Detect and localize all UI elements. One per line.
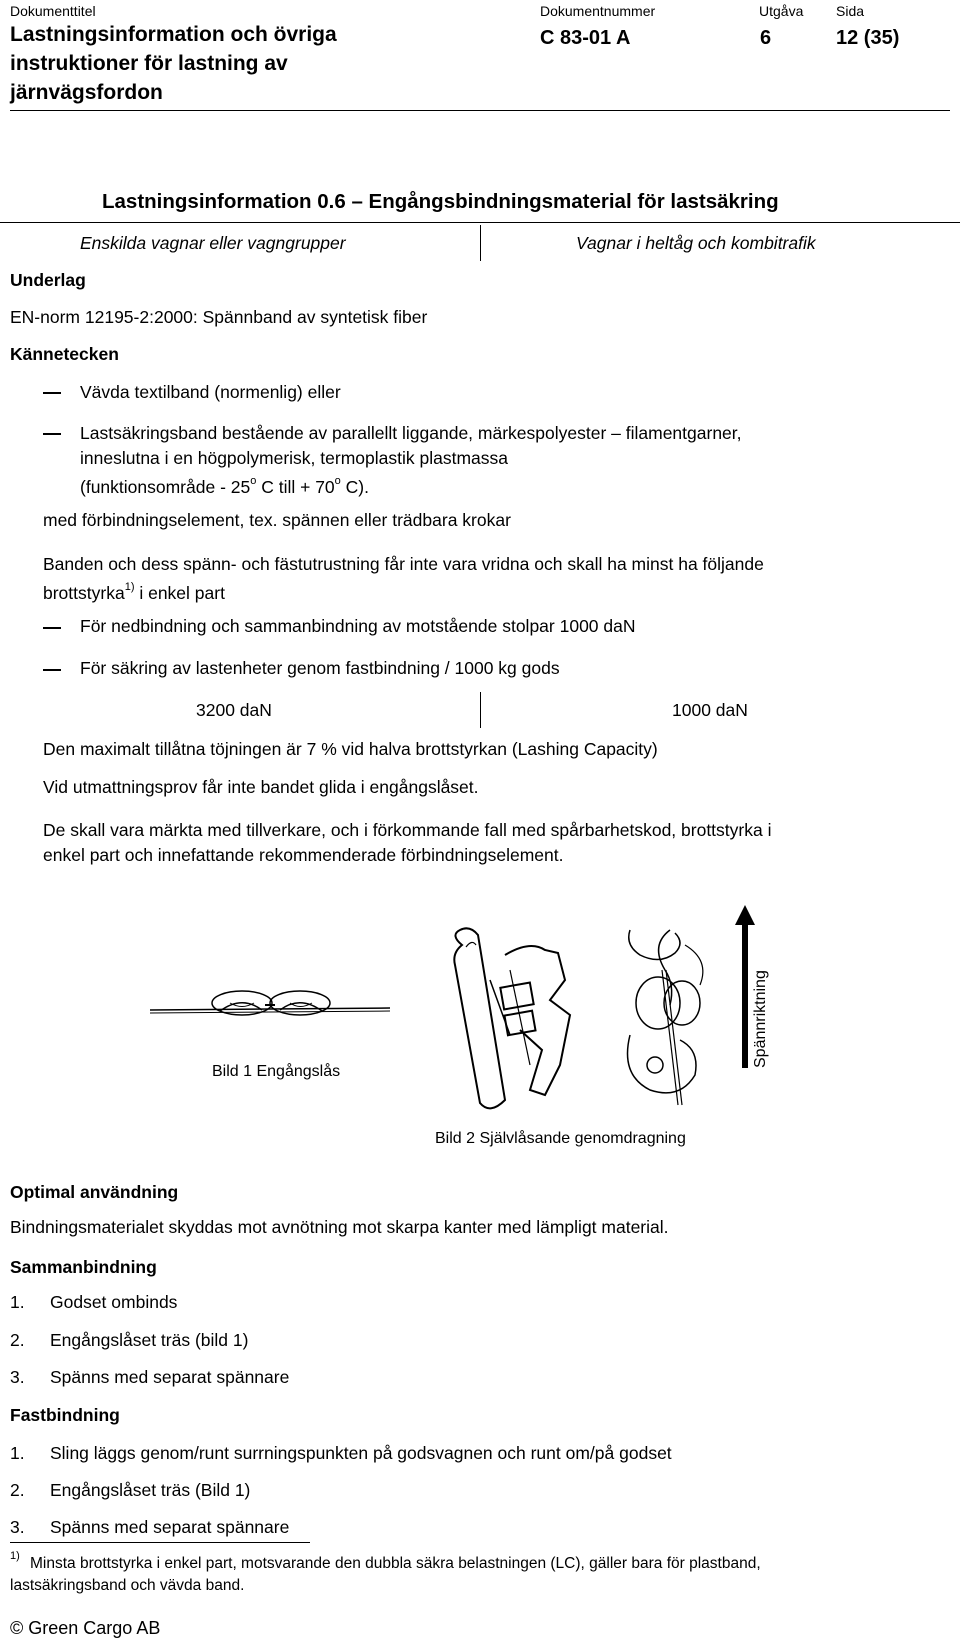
strength-text-b: i enkel part	[134, 582, 225, 603]
bild2-buckle-illustration	[450, 925, 580, 1115]
degree-sup: o	[334, 475, 341, 487]
edition-number: 6	[760, 27, 772, 49]
range-text-c: C).	[340, 476, 369, 497]
sammanbindning-heading: Sammanbindning	[10, 1257, 157, 1277]
sammanbindning-step-number: 2.	[10, 1330, 25, 1350]
column-header-left: Enskilda vagnar eller vagngrupper	[80, 233, 346, 253]
column-separator	[480, 225, 481, 261]
footnote-line1: Minsta brottstyrka i enkel part, motsvarande den dubbla säkra belastningen (LC), gäller bara för plastband,	[30, 1555, 761, 1572]
bullet-dash	[43, 669, 61, 671]
range-text-b: C till + 70	[256, 476, 335, 497]
value-separator	[480, 692, 481, 728]
section-title: Lastningsinformation 0.6 – Engångsbindningsmaterial för lastsäkring	[102, 190, 779, 213]
sammanbindning-step: Engångslåset träs (bild 1)	[50, 1330, 249, 1350]
strength-intro-line1: Banden och dess spänn- och fästutrustning får inte vara vridna och skall ha minst ha följande	[43, 554, 764, 574]
degree-sup: o	[250, 475, 257, 487]
paragraph-marking-line2: enkel part och innefattande rekommenderade förbindningselement.	[43, 845, 564, 865]
paragraph-fatigue: Vid utmattningsprov får inte bandet glida i engångslåset.	[43, 777, 479, 797]
kannetecken-item2-line3	[80, 471, 369, 500]
header-divider	[10, 110, 950, 111]
fastbindning-step-number: 1.	[10, 1443, 25, 1463]
bild1-illustration	[150, 975, 390, 1035]
kannetecken-item1: Vävda textilband (normenlig) eller	[80, 382, 341, 402]
sammanbindning-step-number: 3.	[10, 1367, 25, 1387]
doc-number-label: Dokumentnummer	[540, 3, 656, 19]
page-number: 12 (35)	[836, 27, 900, 49]
fastbindning-step: Engångslåset träs (Bild 1)	[50, 1480, 251, 1500]
footnote-ref: 1)	[124, 581, 135, 593]
fastbindning-step-number: 3.	[10, 1517, 25, 1537]
sammanbindning-step: Godset ombinds	[50, 1292, 178, 1312]
kannetecken-item2-line2: inneslutna i en högpolymerisk, termoplastik plastmassa	[80, 448, 508, 468]
strength-item2: För säkring av lastenheter genom fastbindning / 1000 kg gods	[80, 658, 560, 678]
page-label: Sida	[836, 3, 865, 19]
kannetecken-item2-line1: Lastsäkringsband bestående av parallellt liggande, märkespolyester – filamentgarner,	[80, 423, 742, 443]
footnote-mark: 1)	[10, 1550, 20, 1562]
fastbindning-step: Sling läggs genom/runt surrningspunkten på godsvagnen och runt om/på godset	[50, 1443, 672, 1463]
bild2-hook-illustration	[620, 925, 730, 1105]
sammanbindning-step-number: 1.	[10, 1292, 25, 1312]
footnote-line2: lastsäkringsband och vävda band.	[10, 1577, 245, 1594]
edition-label: Utgåva	[759, 3, 804, 19]
bild2-caption: Bild 2 Självlåsande genomdragning	[435, 1130, 686, 1147]
paragraph-elongation: Den maximalt tillåtna töjningen är 7 % vid halva brottstyrkan (Lashing Capacity)	[43, 739, 658, 759]
range-text-a: (funktionsområde - 25	[80, 476, 251, 497]
footer-copyright: © Green Cargo AB	[10, 1618, 161, 1638]
strength-item1: För nedbindning och sammanbindning av motstående stolpar 1000 daN	[80, 616, 636, 636]
bullet-dash	[43, 392, 61, 394]
bild1-caption: Bild 1 Engångslås	[212, 1063, 341, 1080]
bullet-dash	[43, 627, 61, 629]
strength-value-right: 1000 daN	[672, 700, 748, 720]
strength-value-left: 3200 daN	[196, 700, 272, 720]
optimal-heading: Optimal användning	[10, 1182, 179, 1202]
bullet-dash	[43, 433, 61, 435]
doc-number: C 83-01 A	[540, 27, 631, 49]
fastbindning-step: Spänns med separat spännare	[50, 1517, 290, 1537]
doc-title-line1: Lastningsinformation och övriga	[10, 23, 337, 46]
column-header-right: Vagnar i heltåg och kombitrafik	[576, 233, 816, 253]
doc-title-line3: järnvägsfordon	[10, 81, 163, 104]
kannetecken-heading: Kännetecken	[10, 344, 119, 364]
footnote-divider	[10, 1542, 310, 1543]
underlag-heading: Underlag	[10, 270, 86, 290]
paragraph-marking-line1: De skall vara märkta med tillverkare, och i förkommande fall med spårbarhetskod, brottstyrka i	[43, 820, 772, 840]
strength-intro-line2	[43, 577, 225, 606]
doc-title-label: Dokumenttitel	[10, 3, 96, 19]
doc-title-line2: instruktioner för lastning av	[10, 52, 288, 75]
fastbindning-step-number: 2.	[10, 1480, 25, 1500]
title-divider	[0, 222, 960, 223]
tension-direction-label: Spännriktning	[752, 970, 769, 1068]
connectors-text: med förbindningselement, tex. spännen eller trädbara krokar	[43, 510, 511, 530]
fastbindning-heading: Fastbindning	[10, 1405, 120, 1425]
strength-text-a: brottstyrka	[43, 582, 125, 603]
sammanbindning-step: Spänns med separat spännare	[50, 1367, 290, 1387]
optimal-text: Bindningsmaterialet skyddas mot avnötning mot skarpa kanter med lämpligt material.	[10, 1217, 669, 1237]
underlag-text: EN-norm 12195-2:2000: Spännband av syntetisk fiber	[10, 307, 428, 327]
